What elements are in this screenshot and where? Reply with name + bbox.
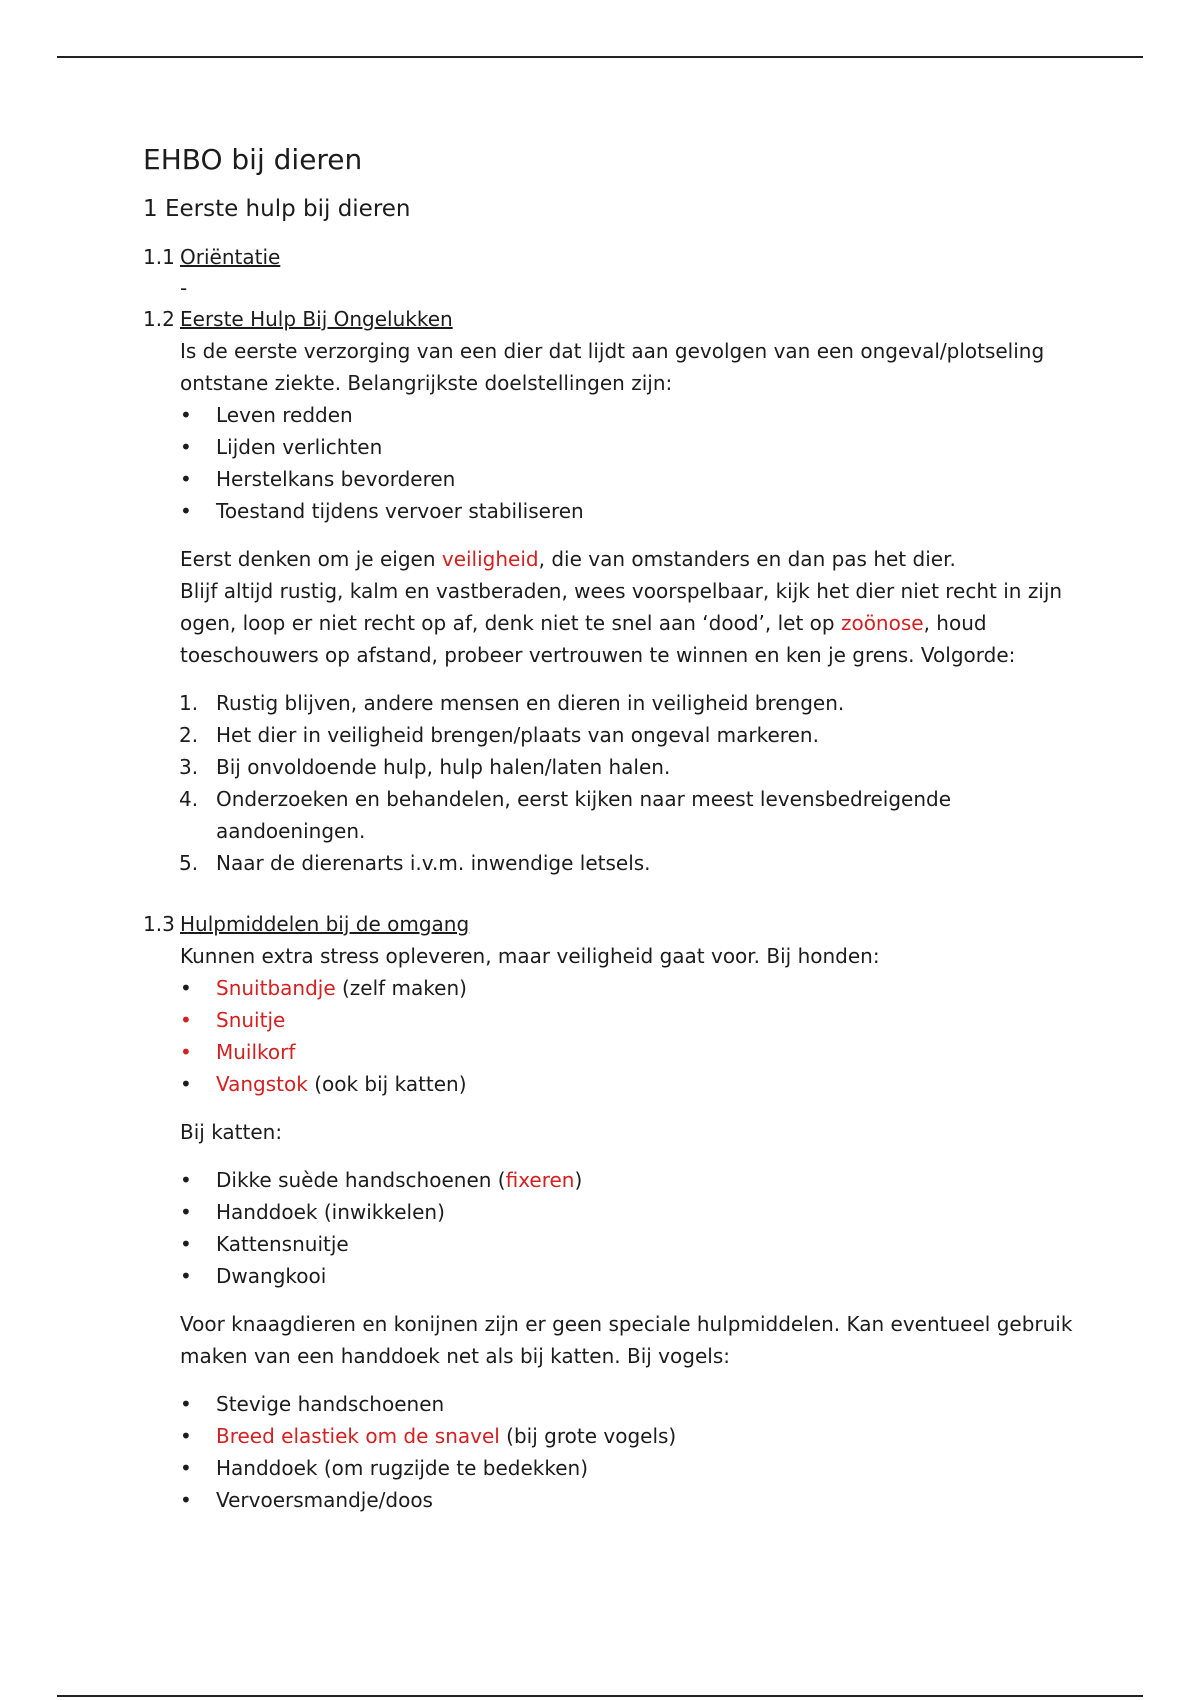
list-item: 2. Het dier in veiligheid brengen/plaats van ongeval markeren. — [179, 723, 819, 747]
list-item: • Lijden verlichten — [180, 435, 383, 459]
intro-paragraph: Kunnen extra stress opleveren, maar veiligheid gaat voor. Bij honden: — [180, 944, 880, 968]
list-item: 5. Naar de dierenarts i.v.m. inwendige letsels. — [179, 851, 651, 875]
safety-paragraph: Eerst denken om je eigen veiligheid, die van omstanders en dan pas het dier. — [180, 547, 956, 571]
highlight-term: veiligheid — [441, 547, 539, 571]
list-item: • Dwangkooi — [180, 1264, 327, 1288]
section-number: 1.2 — [143, 307, 175, 331]
document-title: EHBO bij dieren — [143, 143, 363, 176]
list-item: • Leven redden — [180, 403, 353, 427]
cats-intro: Bij katten: — [180, 1120, 283, 1144]
list-item: • Herstelkans bevorderen — [180, 467, 456, 491]
list-item: • Vangstok (ook bij katten) — [180, 1072, 467, 1096]
bottom-rule — [57, 1695, 1143, 1697]
list-item: 1. Rustig blijven, andere mensen en dieren in veiligheid brengen. — [179, 691, 845, 715]
list-item: • Toestand tijdens vervoer stabiliseren — [180, 499, 584, 523]
list-item: • Snuitje — [180, 1008, 286, 1032]
list-item: • Handdoek (om rugzijde te bedekken) — [180, 1456, 589, 1480]
section-number: 1.1 — [143, 245, 175, 269]
section-1-3 — [143, 909, 1073, 1516]
list-item: • Snuitbandje (zelf maken) — [180, 976, 467, 1000]
list-item: • Muilkorf — [180, 1040, 296, 1064]
cats-list — [143, 1164, 1073, 1292]
list-item: • Dikke suède handschoenen (fixeren) — [180, 1168, 583, 1192]
document-page — [143, 140, 1073, 1516]
list-item: • Kattensnuitje — [180, 1232, 349, 1256]
section-title: Eerste Hulp Bij Ongelukken — [180, 307, 453, 331]
list-item: • Vervoersmandje/doos — [180, 1488, 433, 1512]
goals-list — [143, 399, 1073, 527]
section-title: Hulpmiddelen bij de omgang — [180, 912, 470, 936]
highlight-term: zoönose — [840, 611, 924, 635]
section-1-2 — [143, 304, 1073, 879]
top-rule — [57, 56, 1143, 58]
section-number: 1.3 — [143, 912, 175, 936]
section-title: Oriëntatie — [180, 245, 281, 269]
list-item: • Breed elastiek om de snavel (bij grote vogels) — [180, 1424, 677, 1448]
rodents-paragraph: Voor knaagdieren en konijnen zijn er geen speciale hulpmiddelen. Kan eventueel gebruik maken van een handdoek net als bij katten. Bij vogels: — [180, 1312, 1073, 1368]
behavior-paragraph: Blijf altijd rustig, kalm en vastberaden, wees voorspelbaar, kijk het dier niet recht in zijn ogen, loop er niet recht op af, denk niet te snel aan ‘dood’, let op zoönose, houd toeschouwers op afstand, probeer vertrouwen te winnen en ken je grens. Volgorde: — [180, 579, 1063, 667]
list-item: • Stevige handschoenen — [180, 1392, 445, 1416]
chapter-heading: 1 Eerste hulp bij dieren — [143, 196, 411, 222]
section-1-1 — [143, 242, 1073, 304]
dash-item: - — [180, 276, 188, 300]
intro-paragraph: Is de eerste verzorging van een dier dat lijdt aan gevolgen van een ongeval/plotseling ontstane ziekte. Belangrijkste doelstellingen zijn: — [180, 339, 1045, 395]
birds-list — [143, 1388, 1073, 1516]
dogs-list — [143, 972, 1073, 1100]
list-item: 3. Bij onvoldoende hulp, hulp halen/laten halen. — [179, 755, 671, 779]
list-item: • Handdoek (inwikkelen) — [180, 1200, 445, 1224]
steps-list — [143, 687, 1073, 879]
list-item: 4. Onderzoeken en behandelen, eerst kijken naar meest levensbedreigende aandoeningen. — [179, 787, 952, 843]
